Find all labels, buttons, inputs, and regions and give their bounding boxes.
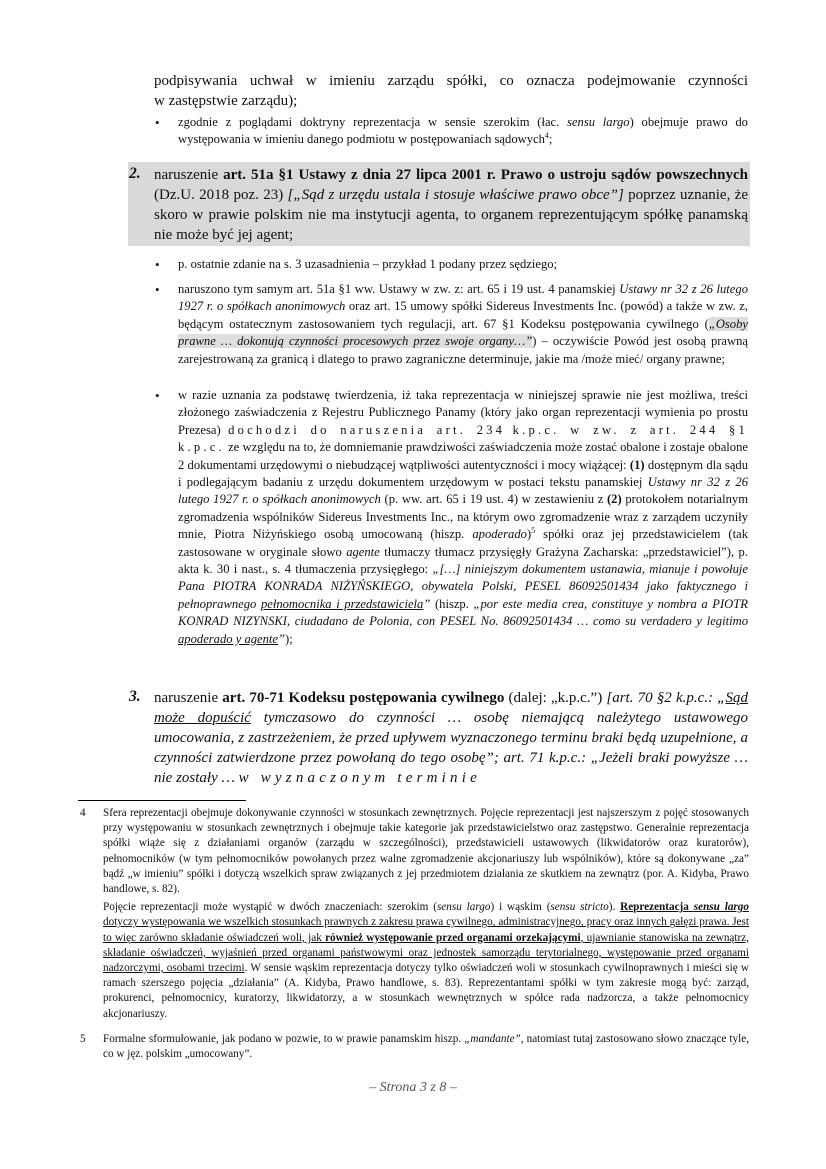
text: , natomiast tutaj zastosowano słowo znaczące tyle, co w jęz. polskim „umocowany”. [103,1033,749,1061]
text: dostępnym dla sądu i podlegającym badaniu z urzędu dokumentem urzędowym w postaci tekstu panamskiej [178,457,749,490]
text-bold: (2) [606,492,622,507]
text-italic: sensu largo [693,901,749,914]
text: ) – oczywiście Powód jest osobą prawną zarejestrowaną za granicą i dlatego to prawo zagraniczne determinuje, jakie ma /może mieć/ organy prawne; [178,334,749,366]
text-italic: „por este media crea, constituye y nombra a PIOTR KONRAD NIZYNSKI, ciudadano de Polonia, con PESEL No. 86092501434 … como su verdadero y legitimo [178,596,748,629]
footnote-paragraph [103,900,749,1022]
intro-bullet [178,114,748,149]
text: ) i wąskim ( [490,901,551,914]
text-underline: pełnomocnika i przedstawiciela [260,596,424,611]
text: spółki oraz jej przedstawicielem (tak zastosowane w oryginale słowo [178,527,748,559]
footnote-4 [103,806,749,1022]
text-italic: [art. 70 §2 k.p.c.: „ [606,690,726,706]
text: (Dz.U. 2018 poz. 23) [154,187,288,203]
item2-bullet-3: w razie uznania za podstawę twierdzenia, iż taka reprezentacja w niniejszej sprawie nie jest możliwa, treści złożonego zaświadczenia z Rejestru Publicznego Panamy (który jako organ reprezentacji wymienia po prostu Prezesa) dochodzi do naruszenia art. 234 k.p.c. w zw. z art. 244 §1 k.p.c. ze względu na to, że domniemanie prawdziwości zaświadczenia może zostać obalone i zostaje obalone 2 dokumentami urzędowymi o niebudzącej wątpliwości autentyczności i mocy wiążącej: (1) dostępnym dla sądu i podlegającym badaniu z urzędu dokumentem urzędowym w postaci tekstu panamskiej Ustawy nr 32 z 26 lutego 1927 r. o spółkach anonimowych (p. ww. art. 65 i 19 ust. 4) w zestawieniu z (2) protokołem notarialnym zgromadzenia wspólników Sidereus Investments Inc., na którym owo zgromadzenie wraz z zarządem uczyniły mnie, Piotra Niżyńskiego osobą umocowaną (hiszp. apoderado)$^5$ spółki oraz jej przedstawicielem (tak zastosowane w oryginale słowo agente tłumaczy tłumacz przysięgły Grażyna Zacharska: „przedstawiciel”), p. akta k. 30 i nast., s. 4 tłumaczenia przysięgłego: „[…] niniejszym dokumentem ustanawia, mianuje i powołuje Pana PIOTRA KONRADA NIŻYŃSKIEGO, obywatela Polski, PESEL 86092501434 jako faktycznego i pełnoprawnego pełnomocnika i przedstawiciela” (hiszp. „por este media crea, constituye y nombra a PIOTR KONRAD NIZYNSKI, ciudadano de Polonia, con PESEL No. 86092501434 … como su verdadero y legitimo apoderado y agente”); [178,388,749,646]
text: ze względu na to, że domniemanie prawdziwości zaświadczenia może zostać obalone i zostaje obalone 2 dokumentami urzędowymi o niebudzącej wątpliwości autentyczności i mocy wiążącej: [178,440,748,472]
text-underline: , ujawnianie stanowiska na zewnątrz, składanie oświadczeń, wyjaśnień przed organami państwowymi oraz jednostek samorządu terytorialnego, występowanie przed organami nadzorczymi, osobami trzecimi [103,931,749,975]
text-italic: „mandante” [464,1033,521,1045]
text: . W sensie wąskim reprezentacja dotyczy tylko oświadczeń woli w stosunkach cywilnoprawnych i mieści się w ramach szerszego pojęcia „działania” (A. Kidyba, Prawo handlowe, s. 83). Reprezentantami spółki w tym zakresie mogą być: zarząd, prokurenci, pełnomocnicy, kuratorzy, likwidatorzy, a w stosunkach wewnętrznych w spółce rada nadzorcza, a także pełnomocnicy akcjonariuszy. [103,962,749,1020]
text-italic: ” [423,596,431,611]
footnote-separator [78,800,246,801]
text-italic: agente [346,544,380,559]
footnote-5 [103,1032,749,1062]
text-spaced: dochodzi do naruszenia art. 234 [228,422,506,437]
text: Formalne sformułowanie, jak podano w pozwie, to w prawie panamskim hiszp. [103,1033,465,1045]
footnote-paragraph: Sfera reprezentacji obejmuje dokonywanie czynności w stosunkach zewnętrznych. Pojęcie reprezentacji jest najszerszym z pojęć stosowanych przy występowaniu w stosunkach zewnętrznych i obejmuje takie kategorie jak przedstawicielstwo oraz zastępstwo. Generalnie reprezentacja spółki wiąże się z działaniami organów (zarządu w szczególności), przedstawicieli ustawowych (likwidatorów oraz kuratorów), pełnomocników (w tym pełnomocników powołanych przez walne zgromadzenie akcjonariuszy lub wspólników), które są dokonywane „za” bądź „w imieniu” spółki i dotyczą wszelkich spraw związanych z jej przedmiotem działania ze skutkiem na zewnątrz (por. A. Kidyba, Prawo handlowe, s. 82). [103,807,749,896]
text-italic: Ustawy nr 32 z 26 lutego 1927 r. o spółkach anonimowych [178,282,748,314]
text-spaced: w wyznaczonym terminie [238,770,481,786]
text: oraz art. 15 umowy spółki Sidereus Investments Inc. (powód) a także w zw. z, będącym ostatecznym zastosowaniem tych regulacji, art. 67 §1 Kodeksu postępowania cywilnego ( [178,299,748,331]
footnote-ref[interactable]: 4 [544,131,549,141]
text: (p. ww. art. 65 i 19 ust. 4) w zestawieniu z [380,492,607,507]
text-italic: apoderado [472,527,527,542]
intro-line: w zastępstwie zarządu); [154,93,298,109]
text: (hiszp. [430,596,474,611]
text-bold: Reprezentacja [620,901,689,914]
bullet-icon: • [155,257,160,272]
item2-heading [154,165,748,245]
intro-paragraph [154,71,748,111]
text-italic: sensu largo [567,115,630,129]
page-number: – Strona 3 z 8 – [369,1080,457,1095]
text-spaced: k.p.c. w zw. z art. 244 §1 k.p.c. [178,422,748,455]
footnote-number: 4 [80,807,86,819]
footnote-ref[interactable]: 5 [531,526,536,536]
text: naruszenie [154,690,223,706]
bullet-icon: • [155,115,160,130]
text-bold: art. 51a §1 Ustawy z dnia 27 lipca 2001 r. Prawo o ustroju sądów powszechnych [223,167,748,183]
text: naruszenie [154,167,224,183]
text-italic: ” [278,631,286,646]
item2-bullet-1: p. ostatnie zdanie na s. 3 uzasadnienia – przykład 1 podany przez sędziego; [178,257,558,271]
text: tłumaczy tłumacz przysięgły Grażyna Zacharska: „przedstawiciel”), p. akta k. 30 i nast., s. 4 tłumaczenia przysięgłego: [178,544,748,577]
text: protokołem notarialnym zgromadzenia wspólników Sidereus Investments Inc., na którym owo zgromadzenie wraz z zarządem uczyniły mnie, Piotra Niżyńskiego osobą umocowaną (hiszp. [178,492,748,542]
text: zgodnie z poglądami doktryny reprezentacja w sensie szerokim (łac. [178,115,568,129]
text-italic: Ustawy nr 32 z 26 lutego 1927 r. o spółkach anonimowych [178,475,748,507]
bullet-icon: • [155,388,160,403]
text-italic: sensu stricto [550,901,609,914]
text: poprzez uznanie, że skoro w prawie polskim nie ma instytucji agenta, to organem reprezentującym spółkę panamską nie może być jej agent; [154,187,748,243]
text-italic: „[…] niniejszym dokumentem ustanawia, mianuje i powołuje Pana PIOTRA KONRADA NIŻYŃSKIEGO, obywatela Polski, PESEL 86092501434 jako faktycznego i pełnoprawnego [178,562,748,611]
text-underline: dotyczy występowania we wszelkich stosunkach prawnych z zakresu prawa cywilnego, administracyjnego, pracy oraz innych gałęzi prawa. Jest to więc zarówno składanie oświadczeń woli, jak [103,916,749,944]
text: ). [608,901,621,914]
intro-line: podpisywania uchwał w imieniu zarządu spółki, co oznacza podejmowanie czynności [154,73,748,89]
text: ; [548,132,553,147]
item2-bullet-2 [178,281,748,368]
item-number: 3. [129,688,141,705]
text: naruszono tym samym art. 51a §1 ww. Ustawy w zw. z: art. 65 i 19 ust. 4 panamskiej [178,282,620,296]
text-italic: sensu largo [436,901,491,914]
text-bold: (1) [629,457,645,472]
text: (dalej: „k.p.c.”) [504,690,607,706]
text-italic: [„Sąd z urzędu ustala i stosuje właściwe prawo obce”] [287,187,624,203]
text: ) obejmuje prawo do występowania w imieniu danego podmiotu w postępowaniach sądowych [178,115,748,147]
text: Pojęcie reprezentacji może wystąpić w dwóch znaczeniach: szerokim ( [103,901,437,914]
footnote-number: 5 [80,1033,86,1045]
bullet-icon: • [155,282,160,297]
text-italic: tymczasowo do czynności … osobę niemającą należytego ustawowego umocowania, z zastrzeżeniem, że przed upływem wyznaczonego terminu braki będą uzupełnione, a czynności zatwierdzone przez powołaną do tego osobę”; art. 71 k.p.c.: „Jeżeli braki powyższe … nie zostały … [154,710,748,786]
text: w razie uznania za podstawę twierdzenia, iż taka reprezentacja w niniejszej sprawie nie jest możliwa, treści złożonego zaświadczenia z Rejestru Publicznego Panamy (który jako organ reprezentacji wymienia po prostu Prezesa) [178,388,748,437]
text-italic: „Osoby prawne … dokonują czynności procesowych przez swoje organy…” [178,316,748,349]
text-underline: Sąd może dopuścić [154,690,749,726]
text-underline: apoderado y agente [178,631,279,646]
text-bold: również występowanie przed organami orzekającymi [325,931,581,944]
item3-heading [154,688,748,788]
text-bold: art. 70-71 Kodeksu postępowania cywilnego [222,690,505,706]
item-number: 2. [129,165,141,182]
text: ); [285,631,293,646]
